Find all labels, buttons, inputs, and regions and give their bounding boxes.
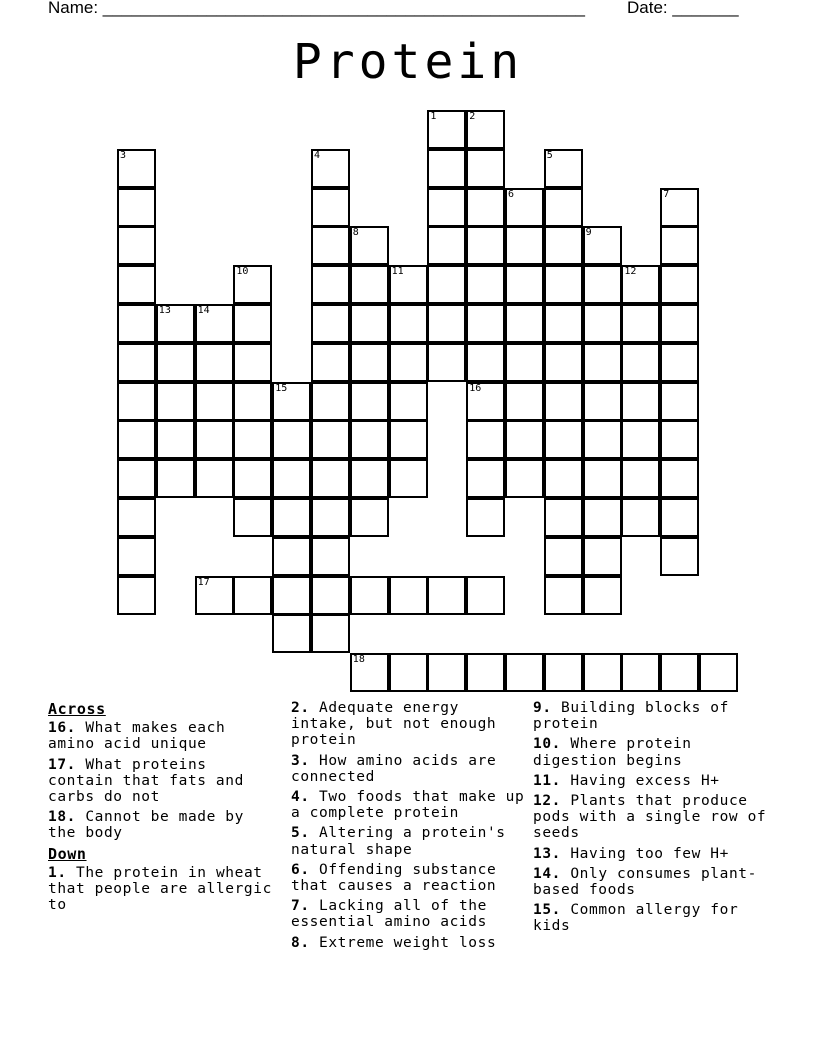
grid-cell[interactable] xyxy=(389,653,428,692)
grid-cell[interactable] xyxy=(466,382,505,421)
grid-cell[interactable] xyxy=(117,537,156,576)
grid-cell[interactable] xyxy=(117,265,156,304)
grid-cell[interactable] xyxy=(233,420,272,459)
grid-cell[interactable] xyxy=(311,226,350,265)
grid-cell[interactable] xyxy=(311,614,350,653)
grid-cell[interactable] xyxy=(389,382,428,421)
grid-cell[interactable] xyxy=(427,576,466,615)
grid-cell[interactable] xyxy=(272,459,311,498)
clue-item-number: 5. xyxy=(291,825,310,842)
grid-cell[interactable] xyxy=(544,149,583,188)
grid-cell[interactable] xyxy=(117,188,156,227)
grid-cell[interactable] xyxy=(311,420,350,459)
grid-cell[interactable] xyxy=(505,265,544,304)
grid-cell[interactable] xyxy=(621,498,660,537)
grid-cell[interactable] xyxy=(466,265,505,304)
clue-number: 17 xyxy=(197,576,210,588)
grid-cell[interactable] xyxy=(544,343,583,382)
grid-cell[interactable] xyxy=(544,653,583,692)
grid-cell[interactable] xyxy=(621,653,660,692)
grid-cell[interactable] xyxy=(621,459,660,498)
grid-cell[interactable] xyxy=(583,653,622,692)
clue-item-text: Lacking all of the essential amino acids xyxy=(291,898,487,931)
grid-cell[interactable] xyxy=(350,653,389,692)
grid-cell[interactable] xyxy=(156,304,195,343)
grid-cell[interactable] xyxy=(660,537,699,576)
grid-cell[interactable] xyxy=(117,576,156,615)
clue-item-text: Building blocks of protein xyxy=(533,700,729,733)
grid-cell[interactable] xyxy=(466,576,505,615)
clue-item-text: Adequate energy intake, but not enough protein xyxy=(291,700,497,749)
clue-number: 1 xyxy=(430,111,437,122)
clue-item xyxy=(533,902,773,934)
grid-cell[interactable] xyxy=(311,576,350,615)
grid-cell[interactable] xyxy=(544,382,583,421)
clue-item xyxy=(533,866,773,898)
grid-cell[interactable] xyxy=(350,576,389,615)
grid-cell[interactable] xyxy=(660,382,699,421)
grid-cell[interactable] xyxy=(544,576,583,615)
grid-cell[interactable] xyxy=(505,420,544,459)
grid-cell[interactable] xyxy=(427,653,466,692)
clue-item xyxy=(533,736,773,768)
grid-cell[interactable] xyxy=(117,498,156,537)
grid-cell[interactable] xyxy=(195,459,234,498)
clue-item-text: Common allergy for kids xyxy=(533,902,739,935)
grid-cell[interactable] xyxy=(350,420,389,459)
grid-cell[interactable] xyxy=(389,265,428,304)
clue-number: 18 xyxy=(352,654,365,666)
clue-item-text: What makes each amino acid unique xyxy=(48,720,226,753)
clue-item xyxy=(291,700,529,749)
grid-cell[interactable] xyxy=(544,226,583,265)
clue-item xyxy=(533,700,773,732)
across-heading: Across xyxy=(48,700,106,718)
across-clue-list xyxy=(48,720,278,841)
clue-item-number: 2. xyxy=(291,700,310,716)
grid-cell[interactable] xyxy=(466,110,505,149)
grid-cell[interactable] xyxy=(156,420,195,459)
clue-item-number: 17. xyxy=(48,756,76,773)
clue-number: 8 xyxy=(352,227,359,239)
grid-cell[interactable] xyxy=(544,459,583,498)
grid-cell[interactable] xyxy=(505,226,544,265)
clue-item xyxy=(48,757,278,806)
grid-cell[interactable] xyxy=(660,343,699,382)
clue-number: 16 xyxy=(469,382,482,394)
grid-cell[interactable] xyxy=(505,188,544,227)
clue-item-number: 14. xyxy=(533,865,561,882)
grid-cell[interactable] xyxy=(117,420,156,459)
clue-number: 11 xyxy=(391,266,404,278)
clue-item-number: 8. xyxy=(291,934,310,951)
grid-cell[interactable] xyxy=(544,188,583,227)
grid-cell[interactable] xyxy=(156,343,195,382)
grid-cell[interactable] xyxy=(660,420,699,459)
grid-cell[interactable] xyxy=(389,304,428,343)
clue-item-number: 16. xyxy=(48,720,76,737)
clue-column-1 xyxy=(48,700,278,917)
clue-item xyxy=(291,789,529,821)
grid-cell[interactable] xyxy=(311,304,350,343)
grid-cell[interactable] xyxy=(117,459,156,498)
clue-number: 15 xyxy=(275,382,288,394)
clue-item-number: 13. xyxy=(533,845,561,862)
grid-cell[interactable] xyxy=(272,537,311,576)
grid-cell[interactable] xyxy=(660,188,699,227)
grid-cell[interactable] xyxy=(117,382,156,421)
grid-cell[interactable] xyxy=(427,226,466,265)
clue-column-2 xyxy=(291,700,529,955)
grid-cell[interactable] xyxy=(427,265,466,304)
grid-cell[interactable] xyxy=(311,149,350,188)
grid-cell[interactable] xyxy=(233,343,272,382)
clue-number: 5 xyxy=(546,149,553,161)
grid-cell[interactable] xyxy=(660,304,699,343)
grid-cell[interactable] xyxy=(466,226,505,265)
grid-cell[interactable] xyxy=(505,343,544,382)
grid-cell[interactable] xyxy=(233,498,272,537)
clue-number: 12 xyxy=(624,266,637,278)
grid-cell[interactable] xyxy=(350,382,389,421)
grid-cell[interactable] xyxy=(311,265,350,304)
clue-item-text: Offending substance that causes a reaction xyxy=(291,861,497,895)
clue-item-text: Having excess H+ xyxy=(570,772,720,789)
grid-cell[interactable] xyxy=(311,382,350,421)
grid-cell[interactable] xyxy=(544,498,583,537)
clue-number: 3 xyxy=(120,149,127,161)
grid-cell[interactable] xyxy=(466,498,505,537)
grid-cell[interactable] xyxy=(350,459,389,498)
clue-item xyxy=(291,862,529,894)
grid-cell[interactable] xyxy=(466,188,505,227)
grid-cell[interactable] xyxy=(583,382,622,421)
grid-cell[interactable] xyxy=(583,576,622,615)
clue-item-text: Cannot be made by the body xyxy=(48,809,244,842)
clue-number: 6 xyxy=(508,188,515,200)
grid-cell[interactable] xyxy=(505,653,544,692)
down-clue-list-1 xyxy=(48,865,278,914)
grid-cell[interactable] xyxy=(544,420,583,459)
grid-cell[interactable] xyxy=(544,304,583,343)
clue-item-number: 3. xyxy=(291,752,310,769)
grid-cell[interactable] xyxy=(583,537,622,576)
grid-cell[interactable] xyxy=(466,304,505,343)
grid-cell[interactable] xyxy=(583,498,622,537)
clue-item-number: 1. xyxy=(48,864,67,881)
grid-cell[interactable] xyxy=(544,537,583,576)
clue-number: 7 xyxy=(663,188,670,200)
clue-item-text: The protein in wheat that people are allergic to xyxy=(48,864,272,914)
grid-cell[interactable] xyxy=(233,576,272,615)
grid-cell[interactable] xyxy=(621,343,660,382)
clue-item-number: 7. xyxy=(291,898,310,915)
clue-item xyxy=(291,898,529,930)
grid-cell[interactable] xyxy=(311,537,350,576)
grid-cell[interactable] xyxy=(311,188,350,227)
clue-item-number: 10. xyxy=(533,736,561,753)
grid-cell[interactable] xyxy=(621,265,660,304)
clue-item-text: Plants that produce pods with a single row of seeds xyxy=(533,793,767,842)
down-clue-list-2 xyxy=(291,700,529,951)
clue-item-text: Only consumes plant-based foods xyxy=(533,865,757,899)
name-field-label: Name: ___________________________________________________ xyxy=(48,0,585,17)
clue-item-number: 11. xyxy=(533,772,561,789)
grid-cell[interactable] xyxy=(621,382,660,421)
clue-item-number: 15. xyxy=(533,902,561,919)
clue-item-text: Altering a protein's natural shape xyxy=(291,825,506,858)
clue-item xyxy=(48,809,278,841)
grid-cell[interactable] xyxy=(350,304,389,343)
grid-cell[interactable] xyxy=(233,459,272,498)
grid-cell[interactable] xyxy=(156,382,195,421)
grid-cell[interactable] xyxy=(427,304,466,343)
grid-cell[interactable] xyxy=(660,653,699,692)
grid-cell[interactable] xyxy=(272,498,311,537)
page-title: Protein xyxy=(292,34,524,90)
clue-item-number: 4. xyxy=(291,789,310,806)
clue-item-text: Where protein digestion begins xyxy=(533,736,692,769)
clue-item-text: What proteins contain that fats and carbs do not xyxy=(48,756,244,806)
clue-item-text: Having too few H+ xyxy=(570,845,729,862)
grid-cell[interactable] xyxy=(350,265,389,304)
grid-cell[interactable] xyxy=(427,343,466,382)
grid-cell[interactable] xyxy=(583,420,622,459)
grid-cell[interactable] xyxy=(195,382,234,421)
grid-cell[interactable] xyxy=(505,459,544,498)
grid-cell[interactable] xyxy=(350,498,389,537)
grid-cell[interactable] xyxy=(350,343,389,382)
grid-cell[interactable] xyxy=(233,265,272,304)
clue-item xyxy=(48,865,278,914)
grid-cell[interactable] xyxy=(272,420,311,459)
grid-cell[interactable] xyxy=(583,343,622,382)
grid-cell[interactable] xyxy=(311,459,350,498)
clue-item xyxy=(291,753,529,785)
grid-cell[interactable] xyxy=(466,420,505,459)
grid-cell[interactable] xyxy=(389,459,428,498)
grid-cell[interactable] xyxy=(583,304,622,343)
grid-cell[interactable] xyxy=(272,614,311,653)
grid-cell[interactable] xyxy=(389,343,428,382)
grid-cell[interactable] xyxy=(350,226,389,265)
grid-cell[interactable] xyxy=(233,304,272,343)
grid-cell[interactable] xyxy=(117,304,156,343)
clue-number: 9 xyxy=(585,227,592,239)
clue-column-3 xyxy=(533,700,773,939)
clue-item-number: 6. xyxy=(291,861,310,878)
clue-item xyxy=(291,935,529,951)
clue-number: 14 xyxy=(197,305,210,316)
clue-item-number: 12. xyxy=(533,793,561,810)
grid-cell[interactable] xyxy=(505,382,544,421)
grid-cell[interactable] xyxy=(272,576,311,615)
grid-cell[interactable] xyxy=(621,420,660,459)
grid-cell[interactable] xyxy=(195,304,234,343)
clue-number: 13 xyxy=(158,305,171,316)
clue-number: 10 xyxy=(236,266,249,278)
clue-item-number: 18. xyxy=(48,809,76,826)
grid-cell[interactable] xyxy=(466,459,505,498)
grid-cell[interactable] xyxy=(427,110,466,149)
clue-item-text: How amino acids are connected xyxy=(291,752,497,785)
clue-number: 4 xyxy=(314,149,321,161)
date-field-label: Date: _______ xyxy=(627,0,739,17)
grid-cell[interactable] xyxy=(117,149,156,188)
clue-item xyxy=(48,720,278,752)
grid-cell[interactable] xyxy=(660,459,699,498)
grid-cell[interactable] xyxy=(311,343,350,382)
grid-cell[interactable] xyxy=(699,653,738,692)
clue-item-text: Two foods that make up a complete protein xyxy=(291,789,525,822)
clue-number: 2 xyxy=(469,111,476,122)
grid-cell[interactable] xyxy=(156,459,195,498)
grid-cell[interactable] xyxy=(466,149,505,188)
grid-cell[interactable] xyxy=(311,498,350,537)
grid-cell[interactable] xyxy=(583,459,622,498)
grid-cell[interactable] xyxy=(195,576,234,615)
clue-item-number: 9. xyxy=(533,700,552,716)
grid-cell[interactable] xyxy=(389,420,428,459)
grid-cell[interactable] xyxy=(389,576,428,615)
clue-item xyxy=(291,825,529,857)
grid-cell[interactable] xyxy=(272,382,311,421)
grid-cell[interactable] xyxy=(621,304,660,343)
grid-cell[interactable] xyxy=(427,149,466,188)
clue-item-text: Extreme weight loss xyxy=(319,934,497,951)
grid-cell[interactable] xyxy=(583,226,622,265)
grid-cell[interactable] xyxy=(660,226,699,265)
grid-cell[interactable] xyxy=(117,226,156,265)
down-clue-list-3 xyxy=(533,700,773,935)
clue-item xyxy=(533,773,773,789)
down-heading: Down xyxy=(48,844,87,863)
grid-cell[interactable] xyxy=(233,382,272,421)
grid-cell[interactable] xyxy=(505,304,544,343)
clue-item xyxy=(533,846,773,862)
grid-cell[interactable] xyxy=(117,343,156,382)
grid-cell[interactable] xyxy=(195,343,234,382)
grid-cell[interactable] xyxy=(466,343,505,382)
grid-cell[interactable] xyxy=(660,265,699,304)
clue-item xyxy=(533,793,773,842)
grid-cell[interactable] xyxy=(466,653,505,692)
grid-cell[interactable] xyxy=(660,498,699,537)
grid-cell[interactable] xyxy=(427,188,466,227)
grid-cell[interactable] xyxy=(195,420,234,459)
grid-cell[interactable] xyxy=(583,265,622,304)
grid-cell[interactable] xyxy=(544,265,583,304)
